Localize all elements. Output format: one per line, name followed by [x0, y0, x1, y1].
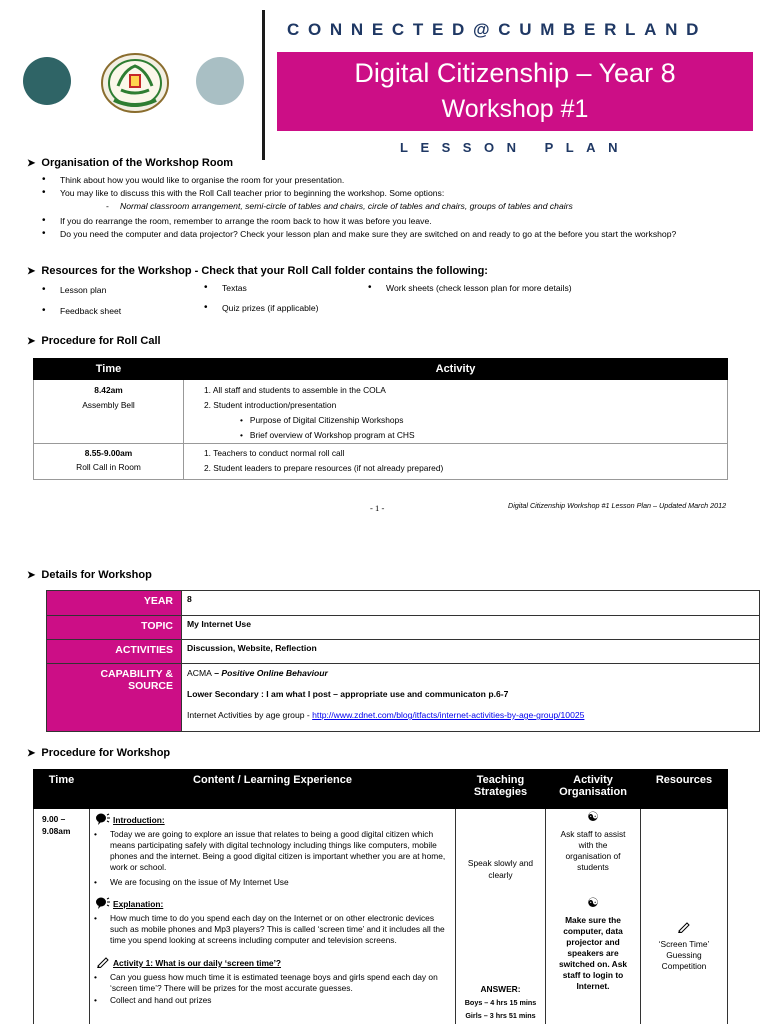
explanation-title: Explanation:	[113, 899, 164, 909]
column-header-time: Time	[34, 770, 90, 809]
organisation-heading: ➤ Organisation of the Workshop Room	[27, 157, 234, 169]
rollcall-heading: ➤ Procedure for Roll Call	[27, 335, 161, 347]
details-heading: ➤ Details for Workshop	[27, 569, 152, 581]
details-table	[46, 590, 760, 732]
lesson-plan-label: LESSON PLAN	[400, 140, 630, 155]
table-row	[47, 591, 760, 616]
activity-org-cell: ☯ Ask staff to assist with the organisation of students ☯ Make sure the computer, data projector and speakers are switched on. Ask staff to login to Internet.	[546, 809, 641, 1024]
teaching-cell: Speak slowly and clearly ANSWER: Boys – 4 hrs 15 mins Girls – 3 hrs 51 mins	[456, 809, 546, 1024]
resource-item: • Lesson plan	[60, 284, 106, 296]
resource-item: • Quiz prizes (if applicable)	[222, 302, 318, 314]
table-row	[47, 664, 760, 732]
arrow-bullet-icon: ➤	[27, 570, 36, 581]
topic-value: My Internet Use	[182, 616, 760, 640]
footer-note: Digital Citizenship Workshop #1 Lesson Plan – Updated March 2012	[508, 501, 727, 510]
speaker-icon	[96, 897, 110, 909]
list-item: • Collect and hand out prizes	[94, 995, 212, 1005]
table-row	[34, 380, 728, 444]
header-divider	[262, 10, 265, 160]
table-row	[47, 640, 760, 664]
column-header-activity-org: Activity Organisation	[546, 770, 641, 809]
page-number: - 1 -	[370, 503, 385, 513]
arrow-bullet-icon: ➤	[27, 748, 36, 759]
table-row	[34, 809, 728, 1024]
table-header-row	[34, 359, 728, 380]
pencil-icon	[677, 921, 691, 933]
arrow-bullet-icon: ➤	[27, 158, 36, 169]
organisation-bullet: • If you do rearrange the room, remember to arrange the room back to how it was before you leave.	[60, 215, 750, 227]
activity-cell: 1. Teachers to conduct normal roll call 2. Student leaders to prepare resources (if not already prepared)	[184, 444, 728, 480]
yin-yang-icon: ☯	[587, 809, 599, 824]
topic-label: TOPIC	[47, 616, 182, 640]
title-banner	[277, 52, 753, 131]
speaker-icon	[96, 813, 110, 825]
column-header-time: Time	[34, 359, 184, 380]
list-item: • We are focusing on the issue of My Internet Use	[94, 877, 289, 887]
year-label: YEAR	[47, 591, 182, 616]
yin-yang-icon: ☯	[587, 895, 599, 910]
rollcall-table	[33, 358, 728, 480]
column-header-content: Content / Learning Experience	[90, 770, 456, 809]
resource-item: • Feedback sheet	[60, 305, 121, 317]
table-header-row	[34, 770, 728, 809]
capability-value: ACMA – Positive Online Behaviour Lower Secondary : I am what I post – appropriate use and communicaton p.6-7 Internet Activities by age group - http://www.zdnet.com/blog/itfacts/internet-activities-by-age-group/10025	[182, 664, 760, 732]
activities-label: ACTIVITIES	[47, 640, 182, 664]
brand-name: CONNECTED@CUMBERLAND	[287, 20, 708, 39]
table-row	[34, 444, 728, 480]
resource-item: • Textas	[222, 282, 247, 294]
time-cell: 9.00 – 9.08am	[34, 809, 90, 1024]
capability-label: CAPABILITY & SOURCE	[47, 664, 182, 732]
arrow-bullet-icon: ➤	[27, 336, 36, 347]
organisation-bullet: • Do you need the computer and data projector? Check your lesson plan and make sure they are switched on and ready to go at the before you start the workshop?	[60, 228, 750, 240]
activities-value: Discussion, Website, Reflection	[182, 640, 760, 664]
year-value: 8	[182, 591, 760, 616]
decorative-circle-light	[196, 57, 244, 105]
activity-cell: 1. All staff and students to assemble in the COLA 2. Student introduction/presentation • Purpose of Digital Citizenship Workshops • Brief overview of Workshop program at CHS	[184, 380, 728, 444]
column-header-teaching: Teaching Strategies	[456, 770, 546, 809]
organisation-subitem: - Normal classroom arrangement, semi-circle of tables and chairs, circle of tables and chairs, groups of tables and chairs	[106, 201, 573, 211]
organisation-bullet: • You may like to discuss this with the Roll Call teacher prior to beginning the workshop. Some options:	[60, 187, 750, 199]
column-header-resources: Resources	[641, 770, 728, 809]
arrow-bullet-icon: ➤	[27, 266, 36, 277]
organisation-bullet: • Think about how you would like to organise the room for your presentation.	[60, 174, 750, 186]
pencil-icon	[96, 956, 110, 968]
time-cell: 8.55-9.00am Roll Call in Room	[34, 444, 184, 480]
page-title: Digital Citizenship – Year 8	[354, 58, 676, 88]
list-item: • Can you guess how much time it is estimated teenage boys and girls spend each day on ‘screen time’? There will be prizes for the most accurate guesses.	[94, 972, 438, 993]
procedure-heading: ➤ Procedure for Workshop	[27, 747, 171, 759]
list-item: • How much time to do you spend each day on the Internet or on other electronic devices such as mobile phones and Mp3 players? This is called ‘screen time’ and it includes all the time you spend looking at screens including computer and television screens.	[94, 913, 445, 945]
decorative-circle-dark	[23, 57, 71, 105]
content-cell	[90, 809, 456, 1024]
resources-heading: ➤ Resources for the Workshop - Check that your Roll Call folder contains the following:	[27, 265, 488, 277]
list-item: • Today we are going to explore an issue that relates to being a good digital citizen which means participating safely with digital technology including things like computers, mobile phones and the internet. Being a good digital citizen is important whether you are at home, work or school.	[94, 829, 446, 872]
introduction-title: Introduction:	[113, 815, 165, 825]
time-cell: 8.42am Assembly Bell	[34, 380, 184, 444]
school-crest-logo	[100, 52, 170, 114]
resource-item: • Work sheets (check lesson plan for more details)	[386, 282, 572, 294]
procedure-table	[33, 769, 728, 1024]
column-header-activity: Activity	[184, 359, 728, 380]
internet-activities-link[interactable]: http://www.zdnet.com/blog/itfacts/internet-activities-by-age-group/10025	[312, 710, 585, 720]
page-subtitle: Workshop #1	[441, 95, 589, 123]
activity-1-title: Activity 1: What is our daily ‘screen time’?	[113, 958, 282, 968]
table-row	[47, 616, 760, 640]
resources-cell: ‘Screen Time’ Guessing Competition	[641, 809, 728, 1024]
